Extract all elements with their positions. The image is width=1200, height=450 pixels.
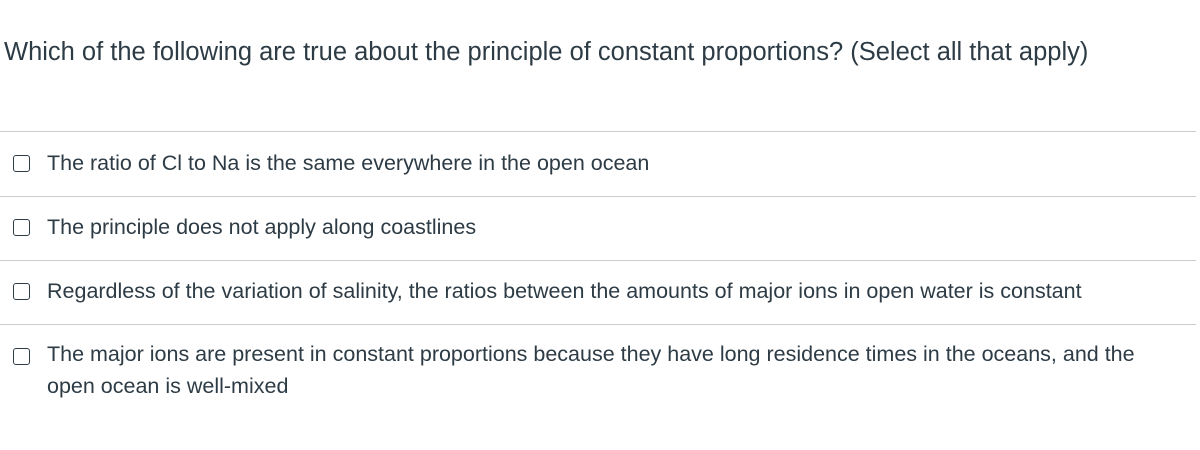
answer-option[interactable] [0,196,1196,260]
answer-label[interactable]: The major ions are present in constant proportions because they have long residence times in the oceans, and the open ocean is well-mixed [47,342,1135,398]
answer-list [0,131,1196,404]
checkbox[interactable] [13,348,30,365]
answer-option[interactable] [0,324,1196,404]
checkbox[interactable] [13,219,30,236]
checkbox[interactable] [13,155,30,172]
question-text: Which of the following are true about the principle of constant proportions? (Select all that apply) [4,38,1089,66]
answer-label[interactable]: The ratio of Cl to Na is the same everywhere in the open ocean [47,151,650,175]
checkbox[interactable] [13,283,30,300]
answer-option[interactable] [0,260,1196,324]
answer-label[interactable]: Regardless of the variation of salinity, the ratios between the amounts of major ions in open water is constant [47,279,1082,303]
answer-label[interactable]: The principle does not apply along coastlines [47,215,477,239]
answer-option[interactable] [0,131,1196,196]
